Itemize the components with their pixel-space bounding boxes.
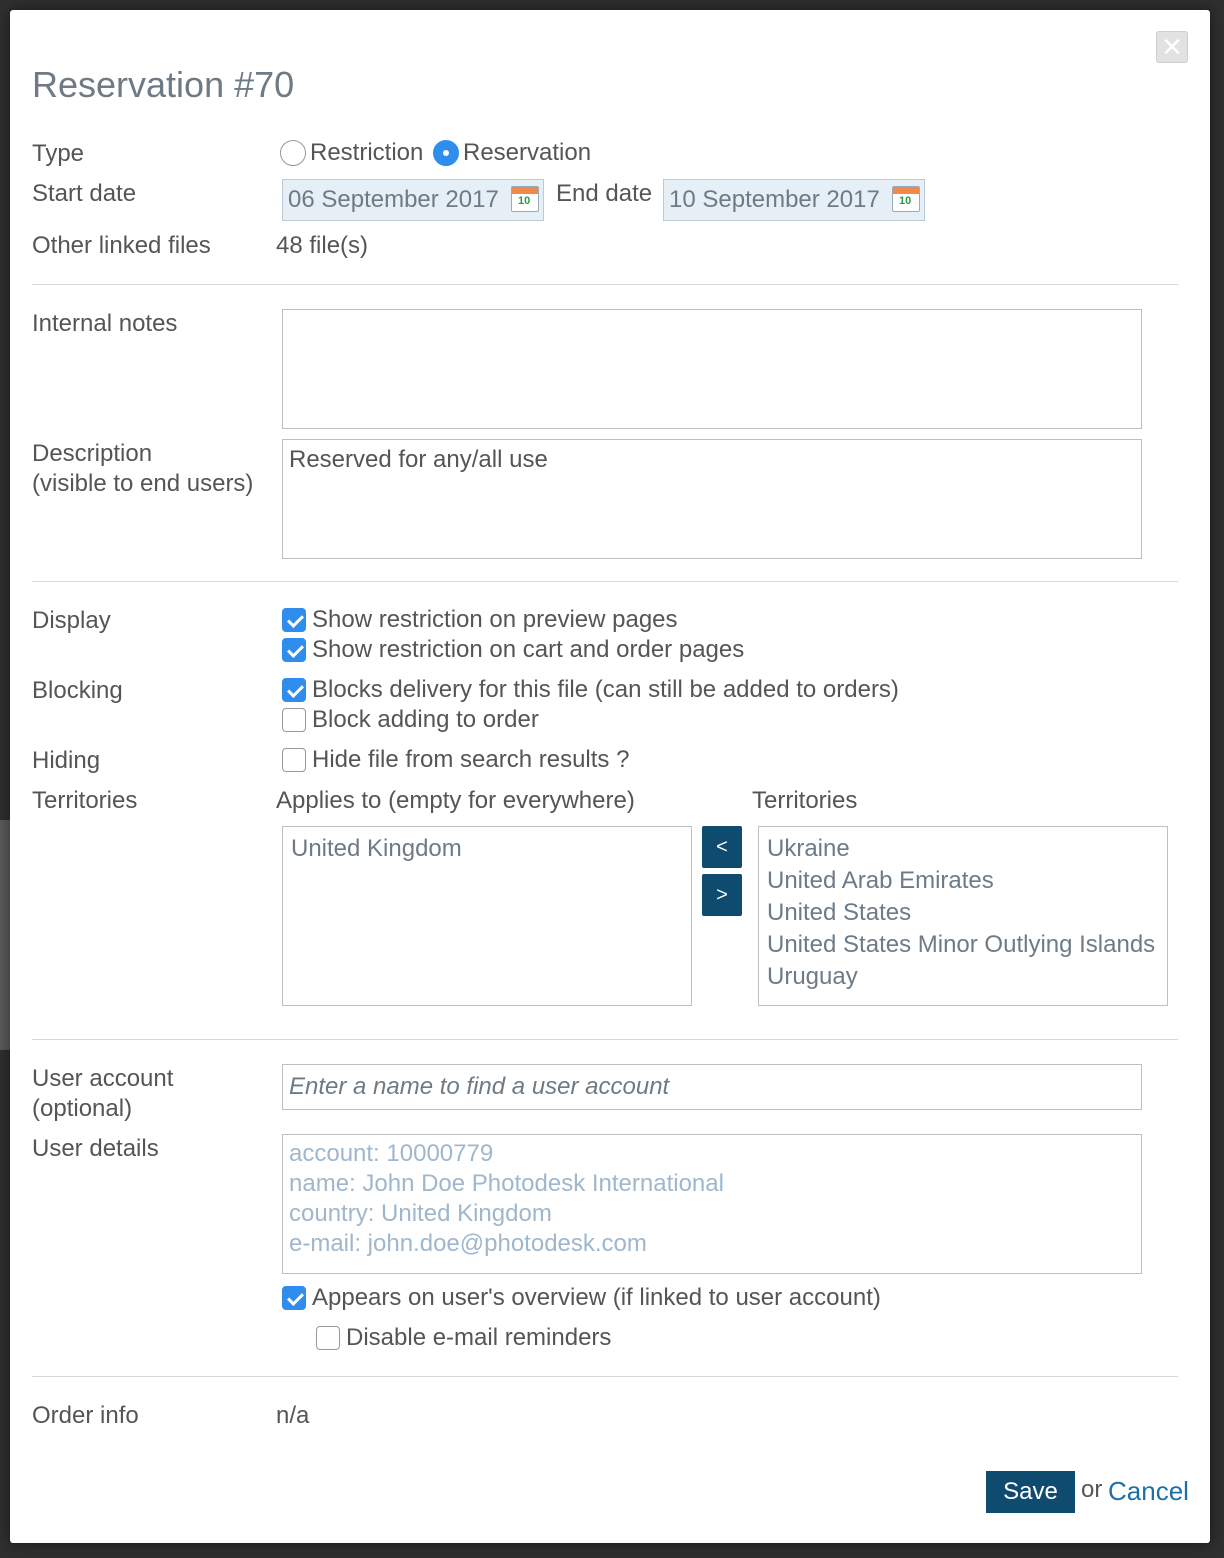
checkbox-checked-icon: [282, 608, 306, 632]
checkbox-checked-icon: [282, 638, 306, 662]
hiding-label: Hiding: [32, 747, 101, 774]
end-date-input[interactable]: [663, 179, 925, 221]
applies-to-label: Applies to (empty for everywhere): [276, 787, 635, 814]
start-date-value: 06 September 2017: [288, 186, 499, 213]
divider: [32, 581, 1178, 582]
save-button[interactable]: Save: [986, 1471, 1075, 1513]
checkbox-block-adding-label: Block adding to order: [312, 706, 539, 733]
checkbox-block-delivery[interactable]: [282, 676, 899, 704]
internal-notes-textarea[interactable]: [282, 309, 1142, 429]
user-account-label-line2: (optional): [32, 1095, 133, 1122]
close-button[interactable]: [1156, 31, 1188, 63]
checkbox-disable-reminders-label: Disable e-mail reminders: [346, 1324, 612, 1351]
checkbox-unchecked-icon: [282, 708, 306, 732]
calendar-icon[interactable]: 10: [892, 186, 920, 212]
user-detail-account: account: 10000779: [289, 1140, 494, 1167]
radio-reservation-label: Reservation: [463, 139, 592, 166]
checkbox-show-cart-label: Show restriction on cart and order pages: [312, 636, 745, 663]
checkbox-block-adding[interactable]: [282, 706, 539, 734]
checkbox-unchecked-icon: [282, 748, 306, 772]
checkbox-hide-search-label: Hide file from search results ?: [312, 746, 630, 773]
user-account-label-line1: User account: [32, 1065, 174, 1092]
checkbox-disable-reminders[interactable]: [316, 1324, 611, 1352]
cancel-link[interactable]: Cancel: [1108, 1476, 1189, 1506]
start-date-input[interactable]: [282, 179, 544, 221]
radio-restriction-icon: [280, 140, 306, 166]
list-item[interactable]: United States Minor Outlying Islands: [767, 931, 1156, 958]
checkbox-hide-search[interactable]: [282, 746, 629, 774]
checkbox-unchecked-icon: [316, 1326, 340, 1350]
territories-listbox[interactable]: [758, 826, 1168, 1006]
calendar-icon[interactable]: 10: [511, 186, 539, 212]
checkbox-block-delivery-label: Blocks delivery for this file (can still be added to orders): [312, 676, 899, 703]
user-detail-country: country: United Kingdom: [289, 1200, 552, 1227]
divider: [32, 1376, 1178, 1377]
divider: [32, 1039, 1178, 1040]
list-item[interactable]: Ukraine: [767, 835, 850, 862]
or-text: or: [1081, 1476, 1103, 1503]
checkbox-show-preview[interactable]: [282, 606, 678, 634]
list-item[interactable]: United Arab Emirates: [767, 867, 994, 894]
list-item[interactable]: United States: [767, 899, 912, 926]
start-date-label: Start date: [32, 180, 137, 207]
user-detail-email: e-mail: john.doe@photodesk.com: [289, 1230, 647, 1257]
blocking-label: Blocking: [32, 677, 123, 704]
type-label: Type: [32, 140, 85, 167]
end-date-value: 10 September 2017: [669, 186, 880, 213]
display-label: Display: [32, 607, 111, 634]
applies-to-listbox[interactable]: [282, 826, 692, 1006]
description-label-line1: Description: [32, 440, 153, 467]
move-right-button[interactable]: >: [702, 874, 742, 916]
linked-files-value: 48 file(s): [276, 232, 369, 259]
available-territories-label: Territories: [752, 787, 858, 814]
user-details-label: User details: [32, 1135, 159, 1162]
radio-reservation[interactable]: [433, 139, 591, 167]
order-info-label: Order info: [32, 1402, 139, 1429]
radio-restriction[interactable]: [280, 139, 423, 167]
end-date-label: End date: [556, 180, 653, 207]
order-info-value: n/a: [276, 1402, 310, 1429]
close-icon: ✕: [1161, 32, 1183, 62]
checkbox-appears-overview[interactable]: [282, 1284, 881, 1312]
user-detail-name: name: John Doe Photodesk International: [289, 1170, 724, 1197]
radio-restriction-label: Restriction: [310, 139, 424, 166]
internal-notes-label: Internal notes: [32, 310, 178, 337]
divider: [32, 284, 1178, 285]
move-left-button[interactable]: <: [702, 826, 742, 868]
dialog-title: Reservation #70: [32, 64, 295, 105]
list-item[interactable]: United Kingdom: [291, 835, 462, 862]
user-account-placeholder: Enter a name to find a user account: [289, 1073, 670, 1100]
linked-files-label: Other linked files: [32, 232, 211, 259]
checkbox-checked-icon: [282, 1286, 306, 1310]
list-item[interactable]: Uruguay: [767, 963, 858, 990]
reservation-dialog: [10, 10, 1210, 1543]
checkbox-checked-icon: [282, 678, 306, 702]
territories-label: Territories: [32, 787, 138, 814]
checkbox-appears-overview-label: Appears on user's overview (if linked to user account): [312, 1284, 881, 1311]
description-label-line2: (visible to end users): [32, 470, 254, 497]
user-account-search-input[interactable]: [282, 1064, 1142, 1110]
description-textarea[interactable]: Reserved for any/all use: [282, 439, 1142, 559]
radio-reservation-icon: [433, 140, 459, 166]
checkbox-show-cart[interactable]: [282, 636, 744, 664]
user-details-box: [282, 1134, 1142, 1274]
checkbox-show-preview-label: Show restriction on preview pages: [312, 606, 678, 633]
